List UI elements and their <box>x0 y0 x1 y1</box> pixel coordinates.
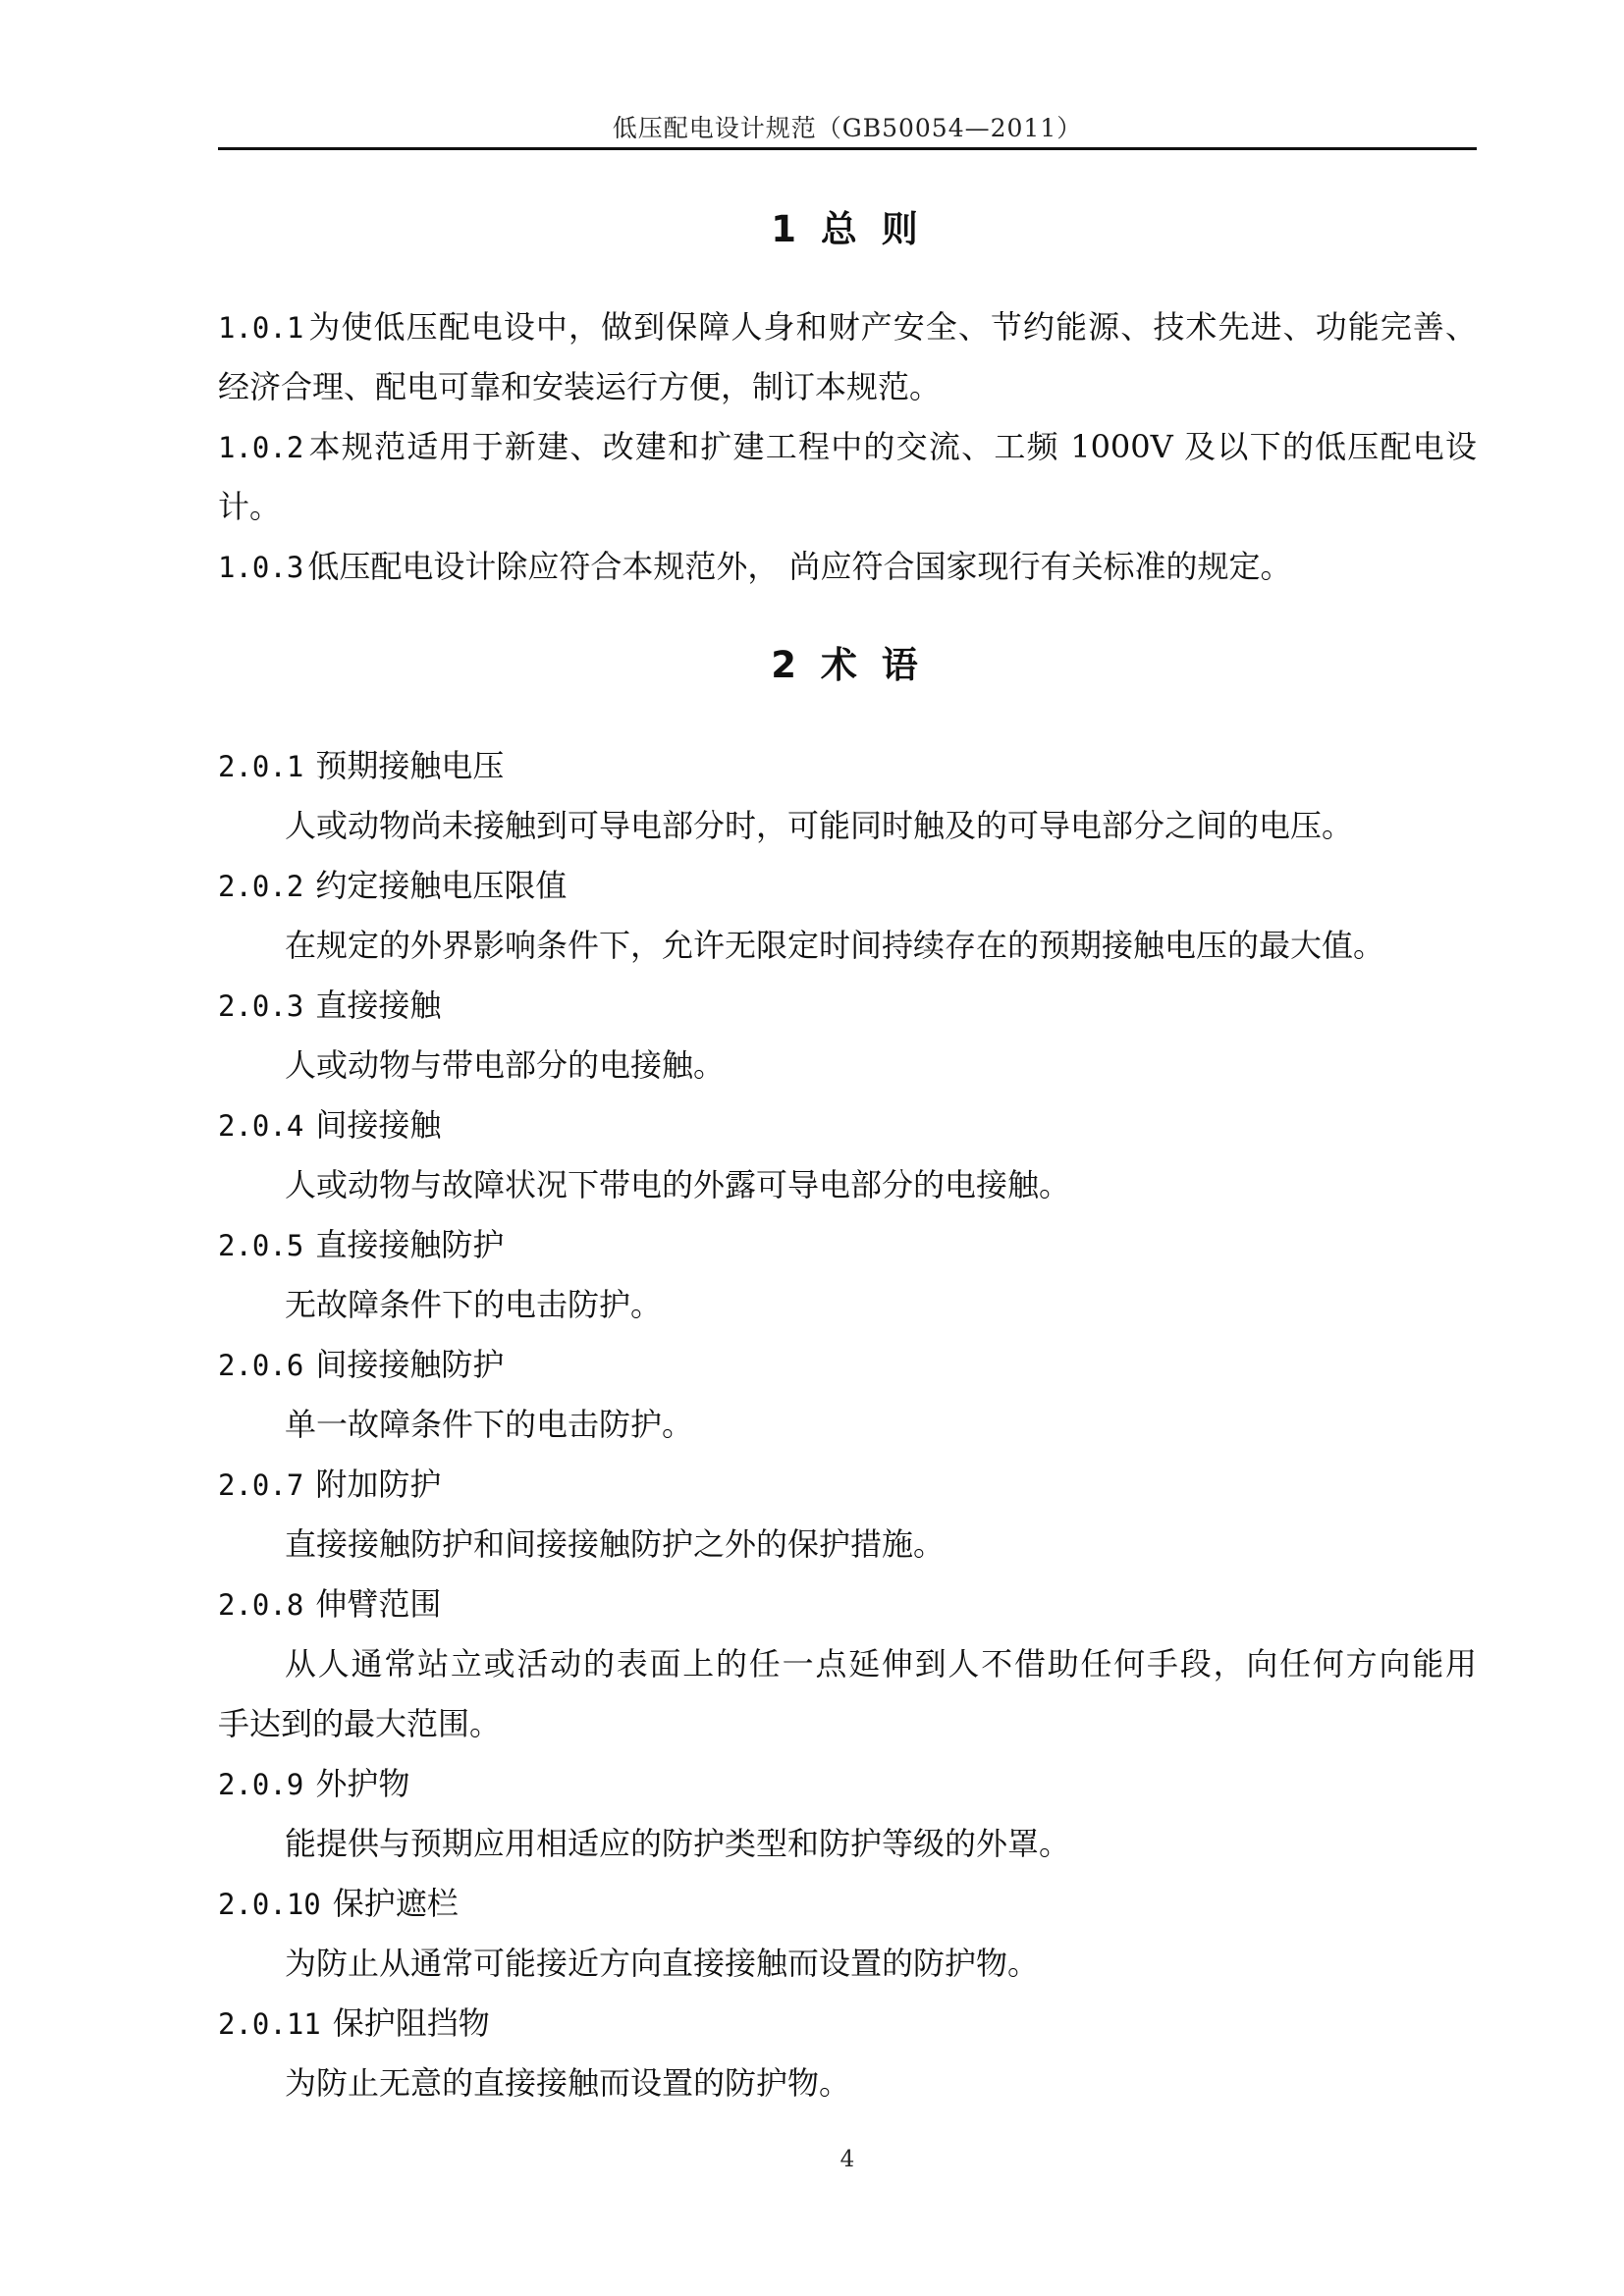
term-2-0-1 <box>218 746 504 786</box>
term-2-0-2 <box>218 866 567 906</box>
term-name: 直接接触 <box>315 987 442 1024</box>
clause-1-0-2-line2: 计。 <box>218 488 282 525</box>
clause-1-0-1-line1 <box>218 307 1477 347</box>
term-2-0-5 <box>218 1225 504 1265</box>
clause-text: 为使低压配电设中，做到保障人身和财产安全、节约能源、技术先进、功能完善、 <box>307 308 1477 346</box>
running-header: 低压配电设计规范（GB50054—2011） <box>612 114 1083 142</box>
term-2-0-2-definition: 在规定的外界影响条件下，允许无限定时间持续存在的预期接触电压的最大值。 <box>285 927 1385 964</box>
definition-text: 从人通常站立或活动的表面上的任一点延伸到人不借助任何手段，向任何方向能用 <box>285 1645 1477 1682</box>
term-number: 2.0.5 <box>218 1229 304 1262</box>
term-number: 2.0.2 <box>218 870 304 903</box>
term-2-0-6 <box>218 1345 504 1385</box>
term-number: 2.0.8 <box>218 1588 304 1622</box>
term-2-0-7 <box>218 1465 441 1505</box>
term-name: 间接接触防护 <box>315 1346 505 1383</box>
chapter-2-title: 2 术 语 <box>771 644 924 686</box>
term-2-0-11-definition: 为防止无意的直接接触而设置的防护物。 <box>285 2064 851 2102</box>
term-number: 2.0.6 <box>218 1349 304 1382</box>
clause-number: 1.0.1 <box>218 311 304 345</box>
term-2-0-8 <box>218 1584 441 1625</box>
term-2-0-10 <box>218 1884 459 1924</box>
term-2-0-6-definition: 单一故障条件下的电击防护。 <box>285 1406 694 1443</box>
clause-1-0-1-line2: 经济合理、配电可靠和安装运行方便，制订本规范。 <box>218 368 942 405</box>
clause-text: 低压配电设计除应符合本规范外， 尚应符合国家现行有关标准的规定。 <box>307 548 1292 585</box>
clause-1-0-2-line1 <box>218 427 1477 467</box>
term-2-0-9 <box>218 1764 409 1804</box>
term-name: 外护物 <box>315 1765 410 1802</box>
term-name: 伸臂范围 <box>315 1585 442 1623</box>
term-name: 保护遮栏 <box>332 1885 459 1922</box>
term-2-0-3-definition: 人或动物与带电部分的电接触。 <box>285 1046 726 1084</box>
clause-text: 本规范适用于新建、改建和扩建工程中的交流、工频 1000V 及以下的低压配电设 <box>307 428 1477 465</box>
term-2-0-9-definition: 能提供与预期应用相适应的防护类型和防护等级的外罩。 <box>285 1825 1071 1862</box>
term-2-0-10-definition: 为防止从通常可能接近方向直接接触而设置的防护物。 <box>285 1945 1040 1982</box>
clause-number: 1.0.3 <box>218 551 304 584</box>
term-2-0-4 <box>218 1105 441 1146</box>
term-2-0-1-definition: 人或动物尚未接触到可导电部分时，可能同时触及的可导电部分之间的电压。 <box>285 807 1354 844</box>
term-number: 2.0.7 <box>218 1468 304 1502</box>
page-number: 4 <box>839 2147 855 2172</box>
term-2-0-8-definition-line2: 手达到的最大范围。 <box>218 1705 502 1742</box>
term-number: 2.0.4 <box>218 1109 304 1143</box>
term-number: 2.0.3 <box>218 989 304 1023</box>
header-rule <box>218 147 1477 150</box>
term-number: 2.0.9 <box>218 1768 304 1801</box>
term-name: 预期接触电压 <box>315 747 505 784</box>
term-name: 约定接触电压限值 <box>315 867 568 904</box>
term-name: 间接接触 <box>315 1106 442 1144</box>
term-2-0-3 <box>218 986 441 1026</box>
term-name: 直接接触防护 <box>315 1226 505 1263</box>
term-2-0-11 <box>218 2003 490 2044</box>
term-2-0-5-definition: 无故障条件下的电击防护。 <box>285 1286 663 1323</box>
term-name: 保护阻挡物 <box>332 2004 490 2042</box>
chapter-1-title: 1 总 则 <box>771 208 924 250</box>
term-number: 2.0.11 <box>218 2007 321 2041</box>
term-number: 2.0.10 <box>218 1888 321 1921</box>
term-2-0-8-definition-line1 <box>285 1644 1477 1683</box>
clause-1-0-3 <box>218 547 1292 587</box>
term-name: 附加防护 <box>315 1466 442 1503</box>
term-number: 2.0.1 <box>218 750 304 783</box>
clause-number: 1.0.2 <box>218 431 304 464</box>
term-2-0-7-definition: 直接接触防护和间接接触防护之外的保护措施。 <box>285 1525 946 1563</box>
term-2-0-4-definition: 人或动物与故障状况下带电的外露可导电部分的电接触。 <box>285 1166 1071 1203</box>
